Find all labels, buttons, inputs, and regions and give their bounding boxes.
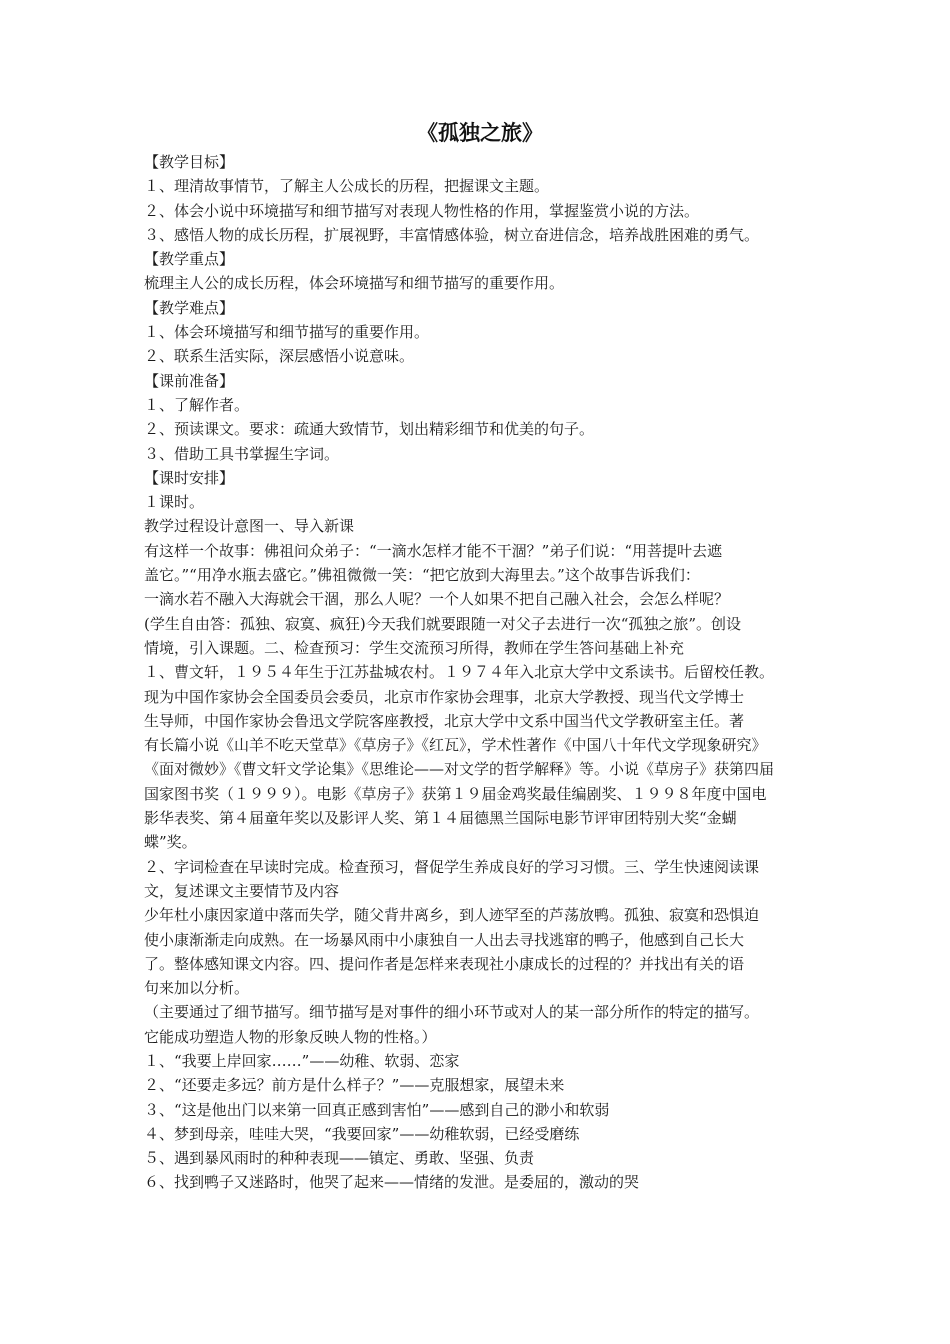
- text-line: 盖它。”“用净水瓶去盛它。”佛祖微微一笑：“把它放到大海里去。”这个故事告诉我们：: [144, 566, 700, 585]
- document-body: [144, 150, 816, 1195]
- text-line: 情境，引入课题。二、检查预习：学生交流预习所得，教师在学生答问基础上补充: [144, 638, 685, 657]
- text-line: (学生自由答：孤独、寂寞、疯狂)今天我们就要跟随一对父子去进行一次“孤独之旅”。创设: [144, 614, 742, 633]
- text-line: 一滴水若不融入大海就会干涸，那么人呢？一个人如果不把自己融入社会，会怎么样呢？: [144, 590, 730, 609]
- text-line: 它能成功塑造人物的形象反映人物的性格。）: [144, 1027, 437, 1046]
- section-heading: 【课时安排】: [144, 468, 235, 487]
- text-line: 有长篇小说《山羊不吃天堂草》《草房子》《红瓦》，学术性著作《中国八十年代文学现象研究》: [144, 736, 767, 755]
- text-line: 《面对微妙》《曹文轩文学论集》《思维论——对文学的哲学解释》等。小说《草房子》获第四届: [144, 760, 775, 779]
- text-line: ６、找到鸭子又迷路时，他哭了起来——情绪的发泄。是委屈的，激动的哭: [144, 1173, 640, 1192]
- text-line: ３、借助工具书掌握生字词。: [144, 444, 340, 463]
- section-heading: 【教学目标】: [144, 153, 235, 171]
- text-line: ３、“这是他出门以来第一回真正感到害怕”——感到自己的渺小和软弱: [144, 1100, 610, 1119]
- section-heading: 【教学重点】: [144, 250, 235, 269]
- text-line: 句来加以分析。: [144, 979, 250, 998]
- text-line: 少年杜小康因家道中落而失学，随父背井离乡，到人迹罕至的芦荡放鸭。孤独、寂寞和恐惧迫: [144, 906, 760, 925]
- text-line: 文，复述课文主要情节及内容: [144, 881, 340, 900]
- text-line: ２、预读课文。要求：疏通大致情节，划出精彩细节和优美的句子。: [144, 420, 595, 439]
- text-line: 影华表奖、第４届童年奖以及影评人奖、第１４届德黑兰国际电影节评审团特别大奖“金蝴: [144, 809, 737, 828]
- text-line: 蝶”奖。: [144, 833, 197, 852]
- text-line: ５、遇到暴风雨时的种种表现——镇定、勇敢、坚强、负责: [144, 1149, 535, 1168]
- text-line: ２、体会小说中环境描写和细节描写对表现人物性格的作用，掌握鉴赏小说的方法。: [144, 201, 700, 220]
- text-line: （主要通过了细节描写。细节描写是对事件的细小环节或对人的某一部分所作的特定的描写。: [144, 1003, 760, 1022]
- text-line: １、曹文轩，１９５４年生于江苏盐城农村。１９７４年入北京大学中文系读书。后留校任教。: [144, 663, 775, 682]
- text-line: 现为中国作家协会全国委员会委员，北京市作家协会理事，北京大学教授、现当代文学博士: [144, 687, 745, 706]
- text-line: ２、“还要走多远？前方是什么样子？”——克服想家，展望未来: [144, 1076, 565, 1095]
- section-heading: 【教学难点】: [144, 298, 235, 317]
- text-line: ３、感悟人物的成长历程，扩展视野，丰富情感体验，树立奋进信念，培养战胜困难的勇气。: [144, 225, 760, 244]
- text-line: １、了解作者。: [144, 395, 250, 414]
- text-line: １、体会环境描写和细节描写的重要作用。: [144, 323, 430, 342]
- text-line: １课时。: [144, 493, 205, 512]
- text-line: 了。整体感知课文内容。四、提问作者是怎样来表现社小康成长的过程的？并找出有关的语: [144, 954, 745, 973]
- text-line: １、理清故事情节，了解主人公成长的历程，把握课文主题。: [144, 177, 550, 196]
- text-line: 有这样一个故事：佛祖问众弟子：“一滴水怎样才能不干涸？”弟子们说：“用菩提叶去遮: [144, 541, 723, 560]
- text-line: ４、梦到母亲，哇哇大哭，“我要回家”——幼稚软弱，已经受磨练: [144, 1124, 580, 1143]
- text-line: ２、字词检查在早读时完成。检查预习，督促学生养成良好的学习习惯。三、学生快速阅读课: [144, 857, 760, 876]
- text-line: ２、联系生活实际，深层感悟小说意味。: [144, 347, 415, 366]
- text-line: 国家图书奖（１９９９）。电影《草房子》获第１９届金鸡奖最佳编剧奖、１９９８年度中国电: [144, 784, 767, 803]
- document-title: 《孤独之旅》: [417, 121, 543, 145]
- text-line: 使小康渐渐走向成熟。在一场暴风雨中小康独自一人出去寻找逃窜的鸭子，他感到自己长大: [144, 930, 745, 949]
- document-page: [144, 118, 816, 1195]
- text-line: 梳理主人公的成长历程，体会环境描写和细节描写的重要作用。: [144, 274, 565, 293]
- section-heading: 【课前准备】: [144, 371, 235, 390]
- text-line: 教学过程设计意图一、导入新课: [144, 517, 355, 536]
- text-line: １、“我要上岸回家……”——幼稚、软弱、恋家: [144, 1051, 460, 1070]
- text-line: 生导师，中国作家协会鲁迅文学院客座教授，北京大学中文系中国当代文学教研室主任。著: [144, 711, 745, 730]
